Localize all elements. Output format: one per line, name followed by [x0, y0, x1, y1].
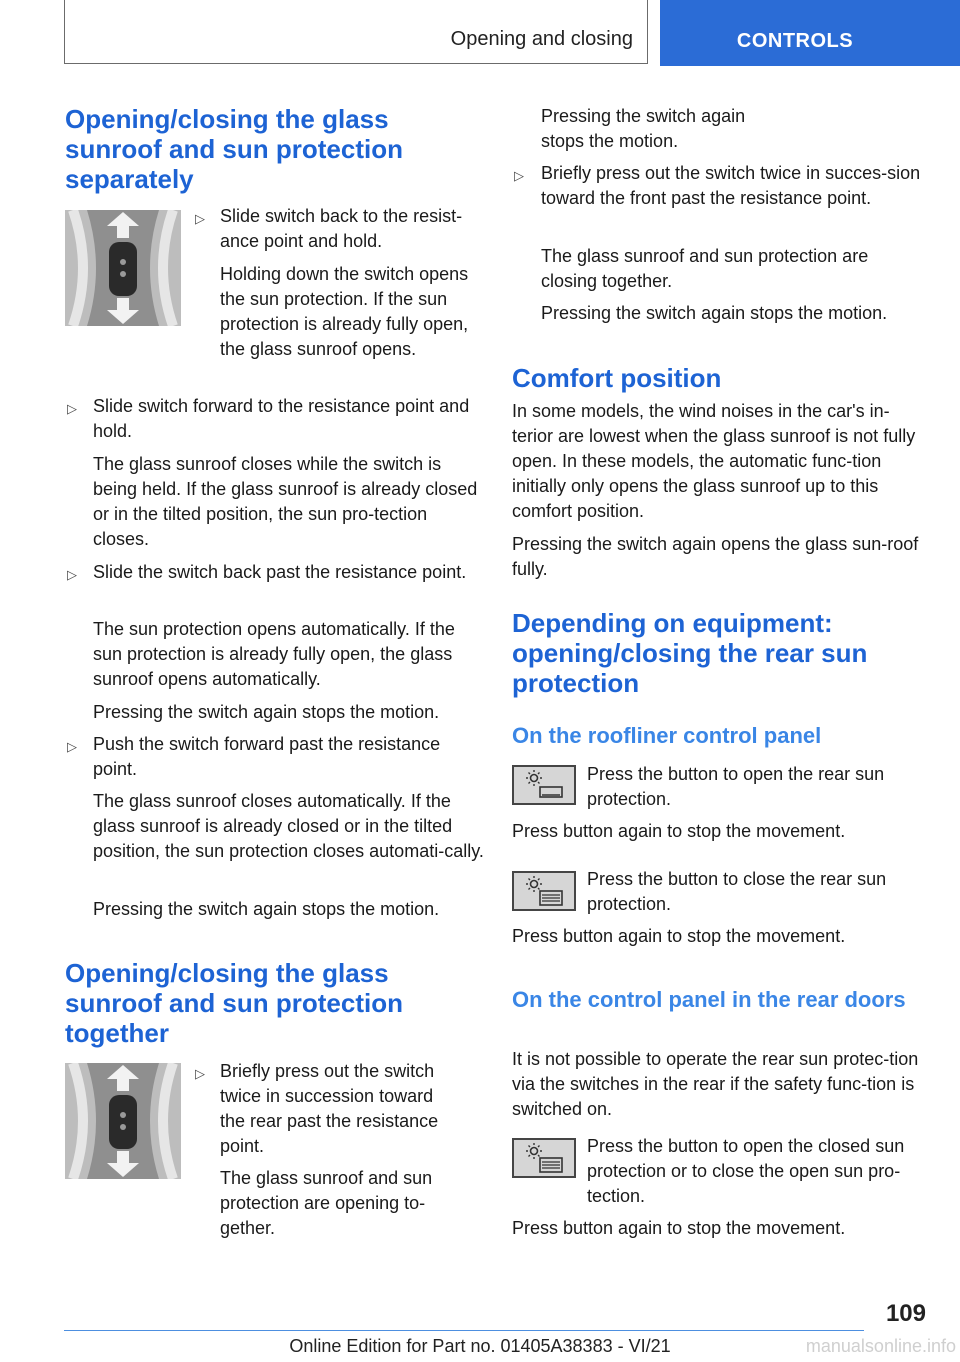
paragraph: Press button again to stop the movement. — [512, 926, 846, 946]
page-number: 109 — [885, 1300, 926, 1327]
paragraph: It is not possible to operate the rear sun protec-tion via the switches in the rear if the safety func-tion is switched on. — [512, 1049, 919, 1119]
bullet-triangle-icon: ▷ — [195, 211, 205, 226]
bullet-paragraph: The sun protection opens automatically. If the sun protection is already fully open, the glass sunroof opens automatically. — [93, 619, 455, 689]
bullet-paragraph: The glass sunroof and sun protection are opening to-gether. — [220, 1168, 433, 1238]
bullet-text: Slide switch forward to the resistance point and hold. — [93, 396, 470, 441]
paragraph: Press button again to stop the movement. — [512, 821, 846, 841]
bullet-triangle-icon: ▷ — [67, 567, 77, 582]
button-description: Press the button to close the rear sun protection. — [587, 869, 887, 914]
bullet-paragraph: The glass sunroof closes while the switch is being held. If the glass sunroof is already closed or in the tilted position, the sun pro-tection closes. — [93, 454, 478, 549]
bullet-paragraph: The glass sunroof closes automatically. If the glass sunroof is already closed or in the tilted position, the sun protection closes automati-cally. — [93, 791, 484, 861]
rear-sun-protection-button-image — [512, 765, 576, 805]
bullet-text: Briefly press out the switch twice in succession toward the rear past the resistance point. — [220, 1061, 439, 1156]
header-section-title: Opening and closing — [450, 28, 633, 50]
sunroof-switch-icon — [65, 1063, 181, 1179]
sun-blind-door-icon — [512, 1138, 576, 1178]
paragraph: Press button again to stop the movement. — [512, 1218, 846, 1238]
bullet-text: Slide switch back to the resist-ance point and hold. — [220, 206, 463, 251]
sunroof-switch-image — [65, 1063, 181, 1179]
bullet-text: Push the switch forward past the resistance point. — [93, 734, 441, 779]
sun-blind-open-icon — [512, 765, 576, 805]
header-section-box — [64, 0, 648, 64]
heading-rear-sun-protection: Depending on equipment: opening/closing the rear sun protection — [512, 608, 868, 698]
rear-door-sun-protection-button-image — [512, 1138, 576, 1178]
page-header — [0, 0, 960, 66]
subheading-roofliner: On the roofliner control panel — [512, 723, 822, 748]
heading-separately: Opening/closing the glass sunroof and sun protection separately — [65, 104, 403, 194]
bullet-triangle-icon: ▷ — [67, 739, 77, 754]
bullet-paragraph: Pressing the switch again stops the motion. — [541, 106, 746, 151]
bullet-text: Slide the switch back past the resistance point. — [93, 562, 467, 582]
rear-sun-protection-button-image — [512, 871, 576, 911]
edition-note: Online Edition for Part no. 01405A38383 - VI/21 — [289, 1336, 671, 1356]
watermark: manualsonline.info — [805, 1336, 956, 1356]
bullet-triangle-icon: ▷ — [195, 1066, 205, 1081]
sunroof-switch-icon — [65, 210, 181, 326]
header-chapter-tab — [660, 0, 960, 66]
bullet-paragraph: Pressing the switch again stops the motion. — [541, 303, 888, 323]
heading-comfort: Comfort position — [512, 363, 722, 393]
subheading-rear-doors: On the control panel in the rear doors — [512, 987, 906, 1012]
header-chapter-title: CONTROLS — [736, 30, 854, 52]
sun-blind-close-icon — [512, 871, 576, 911]
bullet-paragraph: Pressing the switch again stops the motion. — [93, 899, 440, 919]
footer-divider — [64, 1330, 864, 1331]
button-description: Press the button to open the closed sun protection or to close the open sun pro-tection. — [587, 1136, 905, 1206]
bullet-triangle-icon: ▷ — [67, 401, 77, 416]
bullet-triangle-icon: ▷ — [514, 168, 524, 183]
sunroof-switch-image — [65, 210, 181, 326]
bullet-text: Briefly press out the switch twice in succes-sion toward the front past the resistance point. — [541, 163, 921, 208]
paragraph: Pressing the switch again opens the glass sun-roof fully. — [512, 534, 919, 579]
heading-together: Opening/closing the glass sunroof and sun protection together — [65, 958, 403, 1048]
button-description: Press the button to open the rear sun protection. — [587, 764, 885, 809]
bullet-paragraph: Pressing the switch again stops the motion. — [93, 702, 440, 722]
bullet-paragraph: The glass sunroof and sun protection are closing together. — [541, 246, 869, 291]
paragraph: In some models, the wind noises in the car's in-terior are lowest when the glass sunroof is not fully open. In these models, the automatic func-tion initially only opens the glass sunroof up to this comfort position. — [512, 401, 916, 521]
bullet-paragraph: Holding down the switch opens the sun protection. If the sun protection is already fully open, the glass sunroof opens. — [220, 264, 469, 359]
